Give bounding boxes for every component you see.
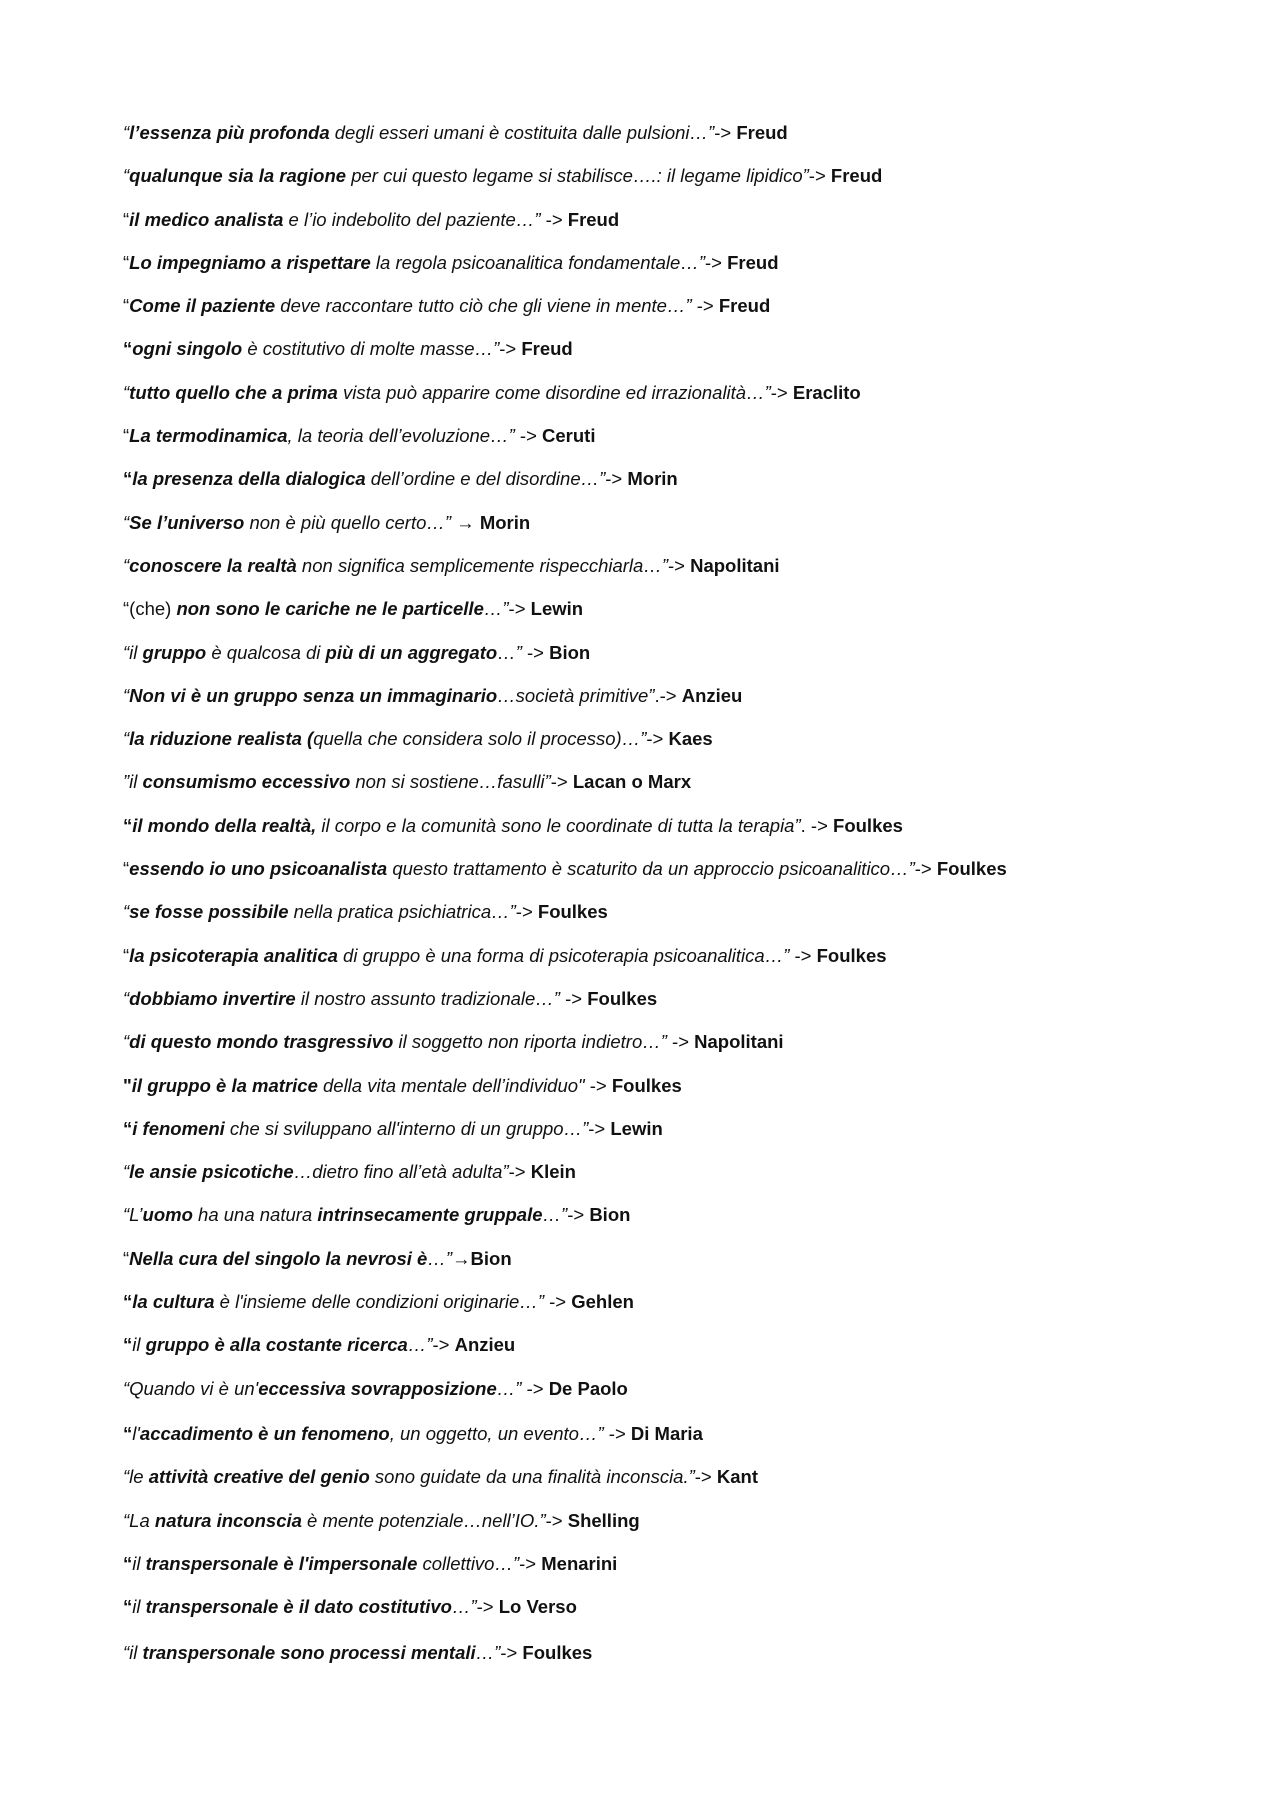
quote-text-segment: per cui questo legame si stabilisce….: il legame lipidico”: [346, 165, 809, 187]
quote-text-segment: questo trattamento è scaturito da un approccio psicoanalitico…”: [387, 858, 915, 880]
quote-text-segment: …”: [407, 1334, 433, 1356]
quote-text-segment: il corpo e la comunità sono le coordinate di tutta la terapia”: [316, 814, 801, 836]
quote-text-segment: “: [123, 1596, 133, 1618]
quote-line: [123, 1594, 1243, 1640]
quote-text-segment: gruppo è alla costante ricerca: [145, 1334, 408, 1356]
quote-line: [123, 1376, 1243, 1422]
quote-author: Foulkes: [587, 987, 658, 1009]
quote-text-segment: ->: [646, 728, 669, 750]
quote-text-segment: vista può apparire come disordine ed irrazionalità…”: [337, 381, 771, 403]
quote-text-segment: ->: [519, 1553, 542, 1574]
quote-author: Napolitani: [690, 554, 780, 576]
quote-text-segment: ->: [514, 425, 543, 447]
quote-text-segment: il nostro assunto tradizionale…”: [295, 987, 560, 1009]
quote-text-segment: più di un aggregato: [325, 641, 498, 663]
quote-author: Gehlen: [571, 1291, 634, 1313]
quote-author: Bion: [589, 1204, 631, 1226]
quote-line: [123, 1116, 1243, 1159]
quote-text-segment: …società primitive”: [497, 684, 655, 706]
quote-line: [123, 899, 1243, 942]
quote-text-segment: ->: [521, 1377, 549, 1399]
quote-text-segment: ->: [603, 1423, 631, 1445]
quote-text-segment: conoscere la realtà: [129, 554, 297, 576]
quote-author: Foulkes: [936, 858, 1007, 880]
quote-author: Lewin: [610, 1117, 663, 1139]
quote-text-segment: la psicoterapia analitica: [129, 944, 338, 966]
quote-author: Foulkes: [522, 1641, 593, 1663]
quote-text-segment: Lo impegniamo a rispettare: [129, 251, 371, 273]
quote-author: Kant: [716, 1466, 758, 1488]
quote-text-segment: eccessiva sovrapposizione: [258, 1377, 497, 1399]
quote-text-segment: ->: [914, 858, 937, 880]
quote-text-segment: →: [452, 1247, 471, 1269]
quote-text-segment: se fosse possibile: [129, 901, 289, 923]
quote-author: Klein: [530, 1161, 576, 1183]
quote-line: [123, 336, 1243, 379]
quote-text-segment: l': [132, 1423, 140, 1445]
quote-author: Menarini: [541, 1553, 618, 1574]
quote-text-segment: natura inconscia: [154, 1509, 302, 1531]
quote-text-segment: La termodinamica: [129, 425, 288, 447]
quote-text-segment: ->: [588, 1117, 611, 1139]
quote-text-segment: ->: [508, 1161, 531, 1183]
quote-text-segment: il: [132, 1596, 146, 1618]
quote-text-segment: le ansie psicotiche: [129, 1161, 294, 1183]
quote-text-segment: la riduzione realista (: [129, 728, 314, 750]
quote-text-segment: →: [451, 511, 480, 533]
quote-line: [123, 813, 1243, 856]
quote-author: Bion: [470, 1247, 512, 1269]
quote-text-segment: “: [123, 1117, 133, 1139]
quote-text-segment: non sono le cariche ne le particelle: [176, 598, 484, 620]
quote-text-segment: “: [123, 251, 130, 273]
quote-text-segment: essendo io uno psicoanalista: [129, 858, 388, 880]
quote-text-segment: “: [123, 1553, 133, 1574]
quote-text-segment: “: [123, 858, 130, 880]
quote-text-segment: Non vi è un gruppo senza un immaginario: [129, 684, 498, 706]
quote-text-segment: che si sviluppano all'interno di un gruppo…”: [224, 1117, 589, 1139]
quote-line: [123, 207, 1243, 250]
quote-text-segment: ->: [808, 165, 831, 187]
quote-text-segment: l’essenza più profonda: [129, 122, 330, 143]
quote-author: Foulkes: [611, 1074, 682, 1096]
quote-line: [123, 769, 1243, 812]
quote-text-segment: “: [123, 554, 130, 576]
quote-text-segment: …”: [497, 641, 522, 663]
quote-line: [123, 553, 1243, 596]
quote-text-segment: ->: [714, 122, 737, 143]
quote-line: [123, 943, 1243, 986]
quote-line: [123, 510, 1243, 553]
quote-author: Freud: [727, 251, 779, 273]
quote-text-segment: ->: [540, 208, 568, 230]
quote-text-segment: il mondo della realtà,: [132, 814, 317, 836]
quote-text-segment: “: [123, 684, 130, 706]
quote-text-segment: è l'insieme delle condizioni originarie…”: [214, 1291, 544, 1313]
quote-text-segment: ->: [508, 598, 531, 620]
quote-text-segment: ->: [515, 901, 538, 923]
quote-line: [123, 1551, 1243, 1594]
quote-text-segment: il: [132, 1334, 146, 1356]
quote-list: [123, 120, 1243, 1683]
quote-text-segment: consumismo eccessivo: [142, 771, 351, 793]
quote-text-segment: ->: [605, 468, 628, 490]
quote-text-segment: “il: [123, 1641, 143, 1663]
quote-text-segment: ->: [705, 251, 728, 273]
quote-text-segment: il soggetto non riporta indietro…”: [393, 1031, 667, 1053]
quote-author: Freud: [567, 208, 620, 230]
quote-text-segment: ->: [432, 1334, 455, 1356]
quote-text-segment: sono guidate da una finalità inconscia.”: [369, 1466, 695, 1488]
quote-line: [123, 120, 1243, 163]
quote-text-segment: …”: [427, 1247, 453, 1269]
quote-author: De Paolo: [548, 1377, 628, 1399]
quote-text-segment: “: [123, 1291, 133, 1313]
quote-text-segment: ->: [499, 338, 522, 360]
quote-author: Freud: [718, 295, 771, 317]
quote-line: [123, 1202, 1243, 1245]
quote-author: Ceruti: [542, 425, 596, 447]
quote-author: Freud: [830, 165, 883, 187]
quote-text-segment: i fenomeni: [132, 1117, 225, 1139]
quote-text-segment: “: [123, 944, 130, 966]
quote-line: [123, 1332, 1243, 1375]
quote-text-segment: “L’: [123, 1204, 143, 1226]
quote-line: [123, 293, 1243, 336]
quote-text-segment: “: [123, 122, 130, 143]
quote-text-segment: Se l’universo: [129, 511, 245, 533]
quote-text-segment: …dietro fino all’età adulta”: [293, 1161, 509, 1183]
quote-text-segment: ->: [584, 1074, 612, 1096]
quote-author: Freud: [736, 122, 788, 143]
quote-text-segment: è qualcosa di: [206, 641, 326, 663]
quote-text-segment: ogni singolo: [132, 338, 243, 360]
quote-text-segment: è costitutivo di molte masse…”: [242, 338, 500, 360]
quote-text-segment: della vita mentale dell’individuo": [317, 1074, 585, 1096]
quote-line: [123, 250, 1243, 293]
quote-line: [123, 640, 1243, 683]
quote-text-segment: ->: [666, 1031, 695, 1053]
quote-text-segment: di gruppo è una forma di psicoterapia psicoanalitica…”: [337, 944, 790, 966]
quote-line: [123, 596, 1243, 639]
quote-text-segment: nella pratica psichiatrica…”: [288, 901, 516, 923]
quote-text-segment: non significa semplicemente rispecchiarla…”: [296, 554, 668, 576]
quote-text-segment: ->: [545, 1509, 568, 1531]
quote-text-segment: ”il: [123, 771, 143, 793]
quote-text-segment: .->: [654, 684, 682, 706]
quote-author: Morin: [627, 468, 678, 490]
quote-text-segment: ->: [500, 1641, 523, 1663]
quote-text-segment: ->: [691, 295, 719, 317]
quote-text-segment: “: [123, 901, 130, 923]
quote-text-segment: …”: [496, 1377, 522, 1399]
quote-text-segment: ->: [789, 944, 817, 966]
quote-text-segment: ha una natura: [192, 1204, 318, 1226]
quote-text-segment: “: [123, 295, 130, 317]
quote-text-segment: intrinsecamente gruppale: [317, 1204, 543, 1226]
quote-text-segment: collettivo…”: [417, 1553, 520, 1574]
quote-text-segment: “: [123, 425, 130, 447]
quote-text-segment: transpersonale è il dato costitutivo: [145, 1596, 452, 1618]
quote-line: [123, 986, 1243, 1029]
quote-author: Foulkes: [816, 944, 887, 966]
quote-line: [123, 726, 1243, 769]
quote-text-segment: ->: [567, 1204, 590, 1226]
quote-text-segment: …”: [542, 1204, 568, 1226]
quote-text-segment: “: [123, 1334, 133, 1356]
quote-line: [123, 1421, 1243, 1464]
quote-text-segment: il gruppo è la matrice: [131, 1074, 318, 1096]
quote-text-segment: , la teoria dell’evoluzione…”: [287, 425, 515, 447]
quote-text-segment: dobbiamo invertire: [129, 987, 296, 1009]
quote-author: Bion: [549, 641, 591, 663]
quote-author: Foulkes: [537, 901, 608, 923]
quote-line: [123, 380, 1243, 423]
quote-text-segment: ->: [694, 1466, 717, 1488]
quote-text-segment: la cultura: [132, 1291, 215, 1313]
quote-text-segment: “: [123, 511, 130, 533]
quote-text-segment: quella che considera solo il processo)…”: [313, 728, 647, 750]
quote-line: [123, 1289, 1243, 1332]
quote-line: [123, 1508, 1243, 1551]
quote-author: Shelling: [567, 1509, 640, 1531]
quote-text-segment: il medico analista: [129, 208, 284, 230]
quote-text-segment: di questo mondo trasgressivo: [129, 1031, 394, 1053]
quote-text-segment: “: [123, 468, 133, 490]
quote-text-segment: . ->: [800, 814, 834, 836]
quote-text-segment: transpersonale sono processi mentali: [142, 1641, 476, 1663]
quote-author: Di Maria: [630, 1423, 703, 1445]
quote-text-segment: “: [123, 1031, 130, 1053]
quote-text-segment: deve raccontare tutto ciò che gli viene in mente…”: [275, 295, 692, 317]
quote-text-segment: “: [123, 1161, 130, 1183]
quote-author: Lo Verso: [498, 1596, 577, 1618]
quote-text-segment: “: [123, 814, 133, 836]
quote-line: [123, 1246, 1243, 1289]
quote-text-segment: “: [123, 208, 130, 230]
quote-line: [123, 683, 1243, 726]
quote-text-segment: uomo: [142, 1204, 193, 1226]
quote-text-segment: ->: [667, 554, 691, 576]
quote-text-segment: degli esseri umani è costituita dalle pulsioni…”: [329, 122, 715, 143]
quote-text-segment: “: [123, 165, 130, 187]
quote-text-segment: “La: [123, 1509, 155, 1531]
quote-text-segment: è mente potenziale…nell’IO.”: [301, 1509, 546, 1531]
quote-text-segment: accadimento è un fenomeno: [139, 1423, 390, 1445]
quote-text-segment: tutto quello che a prima: [129, 381, 338, 403]
quote-line: [123, 1464, 1243, 1507]
quote-text-segment: attività creative del genio: [148, 1466, 370, 1488]
quote-text-segment: e l’io indebolito del paziente…”: [283, 208, 541, 230]
quote-text-segment: la regola psicoanalitica fondamentale…”: [370, 251, 705, 273]
quote-line: [123, 466, 1243, 509]
quote-text-segment: …”: [483, 598, 509, 620]
quote-text-segment: qualunque sia la ragione: [129, 165, 347, 187]
quote-author: Freud: [521, 338, 573, 360]
quote-text-segment: “: [123, 987, 130, 1009]
quote-text-segment: ": [123, 1074, 132, 1096]
quote-text-segment: “: [123, 1423, 133, 1445]
quote-author: Lewin: [530, 598, 584, 620]
quote-author: Anzieu: [681, 684, 743, 706]
quote-author: Eraclito: [792, 381, 861, 403]
quote-line: [123, 1159, 1243, 1202]
quote-text-segment: la presenza della dialogica: [132, 468, 366, 490]
quote-line: [123, 1029, 1243, 1072]
quote-text-segment: non è più quello certo…”: [244, 511, 452, 533]
quote-text-segment: ->: [550, 771, 573, 793]
quote-text-segment: “: [123, 338, 133, 360]
quote-text-segment: Nella cura del singolo la nevrosi è: [129, 1247, 428, 1269]
quote-text-segment: …”: [475, 1641, 501, 1663]
quote-text-segment: ->: [476, 1596, 499, 1618]
quote-line: [123, 423, 1243, 466]
quote-text-segment: ->: [521, 641, 550, 663]
quote-author: Foulkes: [833, 814, 903, 836]
quote-text-segment: Come il paziente: [129, 295, 276, 317]
quote-text-segment: …”: [451, 1596, 477, 1618]
quote-text-segment: ->: [770, 381, 793, 403]
quote-author: Anzieu: [454, 1334, 516, 1356]
quote-text-segment: gruppo: [142, 641, 207, 663]
quote-text-segment: non si sostiene…fasulli”: [350, 771, 551, 793]
quote-author: Morin: [479, 511, 531, 533]
quote-text-segment: ->: [559, 987, 588, 1009]
quote-text-segment: “(che): [123, 598, 177, 620]
quote-author: Lacan o Marx: [572, 771, 692, 793]
quote-text-segment: “: [123, 1247, 130, 1269]
quote-text-segment: “: [123, 728, 130, 750]
quote-text-segment: “le: [123, 1466, 149, 1488]
quote-text-segment: “: [123, 381, 130, 403]
quote-line: [123, 1640, 1243, 1683]
quote-text-segment: “il: [123, 641, 143, 663]
quote-text-segment: ->: [544, 1291, 572, 1313]
quote-text-segment: “Quando vi è un': [123, 1377, 259, 1399]
quote-line: [123, 856, 1243, 899]
quote-text-segment: , un oggetto, un evento…”: [389, 1423, 604, 1445]
quote-text-segment: il: [132, 1553, 146, 1574]
quote-line: [123, 1073, 1243, 1116]
quote-text-segment: dell’ordine e del disordine…”: [365, 468, 606, 490]
quote-author: Napolitani: [694, 1031, 784, 1053]
quote-author: Kaes: [668, 728, 713, 750]
quote-line: [123, 163, 1243, 206]
quote-text-segment: transpersonale è l'impersonale: [145, 1553, 418, 1574]
